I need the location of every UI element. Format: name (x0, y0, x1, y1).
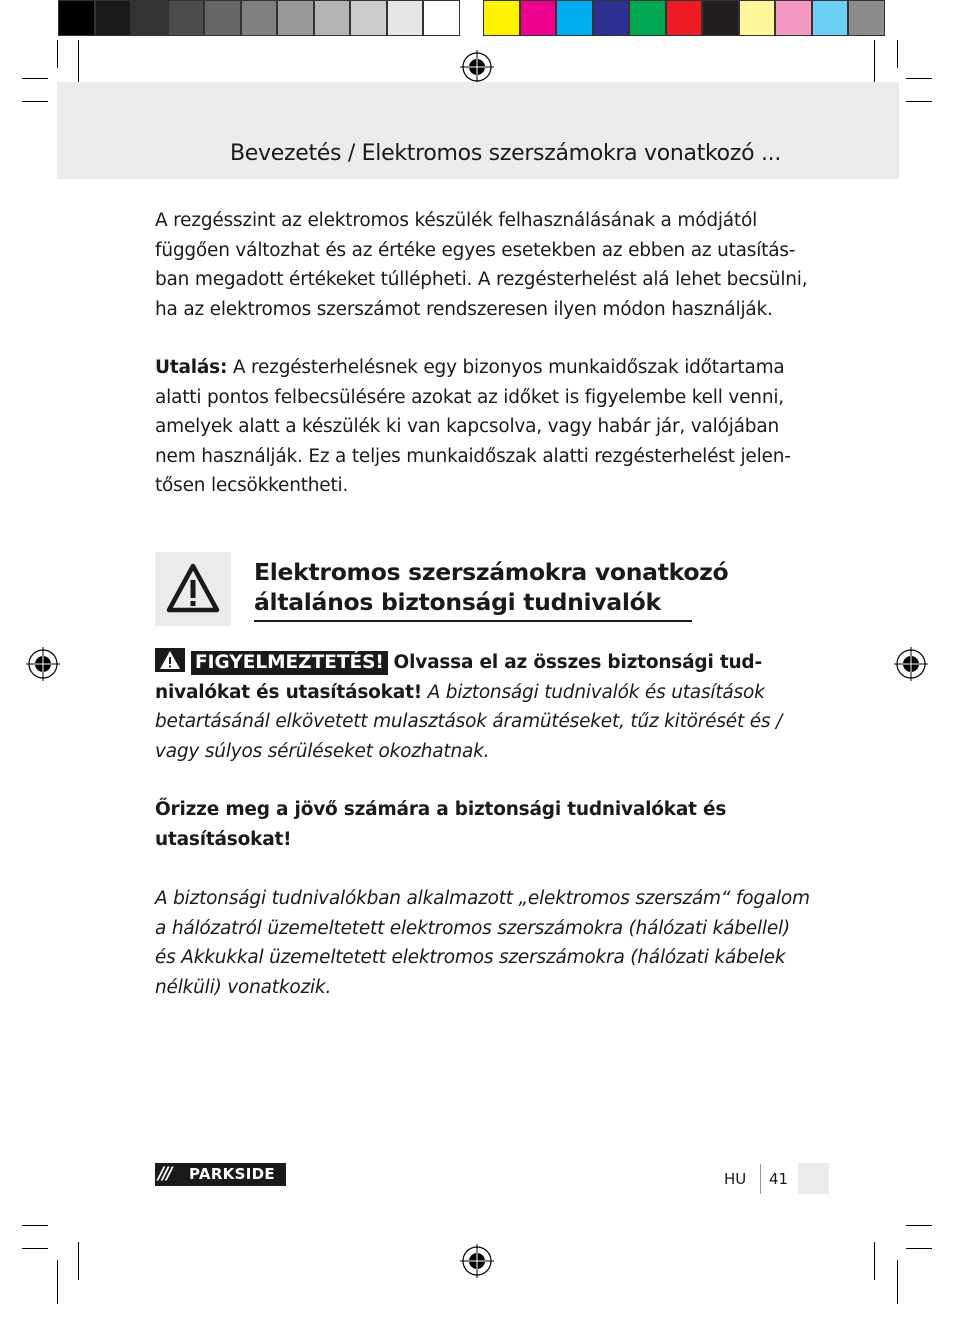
color-swatch (423, 0, 460, 36)
color-swatch (241, 0, 278, 36)
color-swatch (629, 0, 666, 36)
color-swatch (483, 0, 520, 36)
crop-mark (906, 101, 932, 102)
color-swatch (739, 0, 776, 36)
text-line: Őrizze meg a jövő számára a biztonsági tudnivalókat és (155, 799, 727, 820)
text-line: A rezgésterhelésnek egy bizonyos munkaidőszak időtartama (227, 357, 785, 378)
crop-mark (22, 1248, 48, 1249)
footer-tab (798, 1163, 829, 1194)
warning-badge: FIGYELMEZTETÉS! (191, 651, 388, 675)
crop-mark (906, 1248, 932, 1249)
text-line: betartásánál elkövetett mulasztások áramütéseket, tűz kitörését és / (155, 711, 783, 732)
color-swatch (131, 0, 168, 36)
text-line: A biztonsági tudnivalók és utasítások (421, 681, 765, 703)
warning-paragraph (155, 648, 805, 766)
color-swatch (58, 0, 95, 36)
color-calibration-bar-left (58, 0, 460, 38)
text-line: vagy súlyos sérüléseket okozhatnak. (155, 740, 490, 762)
section-title-line: általános biztonsági tudnivalók (254, 588, 661, 616)
text-line: amelyek alatt a készülék ki van kapcsolva, vagy habár jár, valójában (155, 416, 780, 437)
text-line: függően változhat és az értéke egyes esetekben az ebben az utasítás- (155, 239, 796, 261)
text-line: A rezgésszint az elektromos készülék felhasználásának a módjától (155, 210, 758, 231)
color-swatch (95, 0, 132, 36)
page-title: Bevezetés / Elektromos szerszámokra vonatkozó ... (230, 141, 782, 166)
color-swatch (593, 0, 630, 36)
crop-mark (874, 1242, 875, 1280)
color-swatch (702, 0, 739, 36)
color-swatch (812, 0, 849, 36)
logo-brand: PARKSIDE (189, 1165, 275, 1183)
crop-mark (57, 40, 58, 68)
section-underline (254, 620, 692, 622)
text-line: nem használják. Ez a teljes munkaidőszak alatti rezgésterhelést jelen- (155, 445, 791, 467)
intro-paragraph (155, 206, 808, 324)
text-line: a hálózatról üzemeltetett elektromos szerszámokra (hálózati kábellel) (155, 917, 791, 939)
registration-mark-icon (460, 50, 494, 84)
color-swatch (387, 0, 424, 36)
color-swatch (520, 0, 557, 36)
color-swatch (556, 0, 593, 36)
crop-mark (22, 101, 48, 102)
note-paragraph (155, 353, 805, 501)
section-title-line: Elektromos szerszámokra vonatkozó (254, 558, 729, 586)
crop-mark (78, 40, 79, 88)
page-number: 41 (769, 1170, 789, 1188)
color-calibration-bar-right (483, 0, 885, 38)
text-line: nélküli) vonatkozik. (155, 976, 332, 998)
definition-paragraph (155, 884, 810, 1002)
logo-slashes: /// (158, 1164, 171, 1184)
crop-mark (78, 1242, 79, 1280)
parkside-logo (155, 1163, 286, 1186)
text-line: és Akkukkal üzemeltetett elektromos szerszámokra (hálózati kábelek (155, 947, 786, 968)
crop-mark (906, 1225, 932, 1226)
section-icon-box (155, 552, 231, 626)
registration-mark-icon (894, 647, 928, 681)
color-swatch (350, 0, 387, 36)
crop-mark (897, 1260, 898, 1304)
text-line: ban megadott értékeket túllépheti. A rezgésterhelést alá lehet becsülni, (155, 269, 808, 290)
crop-mark (22, 1225, 48, 1226)
color-swatch (775, 0, 812, 36)
text-line: ha az elektromos szerszámot rendszeresen ilyen módon használják. (155, 298, 773, 320)
crop-mark (906, 78, 932, 79)
text-line: A biztonsági tudnivalókban alkalmazott „elektromos szerszám“ fogalom (155, 888, 810, 909)
section-title (254, 557, 728, 617)
color-swatch (848, 0, 885, 36)
color-swatch (204, 0, 241, 36)
footer-divider (760, 1164, 761, 1194)
text-line: utasításokat! (155, 828, 292, 850)
registration-mark-icon (460, 1244, 494, 1278)
text-line: nivalókat és utasításokat! (155, 681, 422, 703)
warning-badge-icon (155, 648, 185, 672)
crop-mark (57, 1260, 58, 1304)
text-line: tősen lecsökkentheti. (155, 475, 349, 496)
color-swatch (666, 0, 703, 36)
color-swatch (168, 0, 205, 36)
note-label: Utalás: (155, 357, 228, 378)
color-swatch (277, 0, 314, 36)
warning-triangle-icon (155, 552, 231, 626)
text-line: alatti pontos felbecsülésére azokat az időket is figyelembe kell venni, (155, 386, 784, 408)
crop-mark (22, 78, 48, 79)
crop-mark (874, 40, 875, 88)
language-code: HU (724, 1170, 747, 1188)
text-line: Olvassa el az összes biztonsági tud- (393, 652, 762, 673)
keep-instructions-paragraph (155, 795, 805, 854)
crop-mark (897, 40, 898, 68)
registration-mark-icon (26, 647, 60, 681)
color-swatch (314, 0, 351, 36)
